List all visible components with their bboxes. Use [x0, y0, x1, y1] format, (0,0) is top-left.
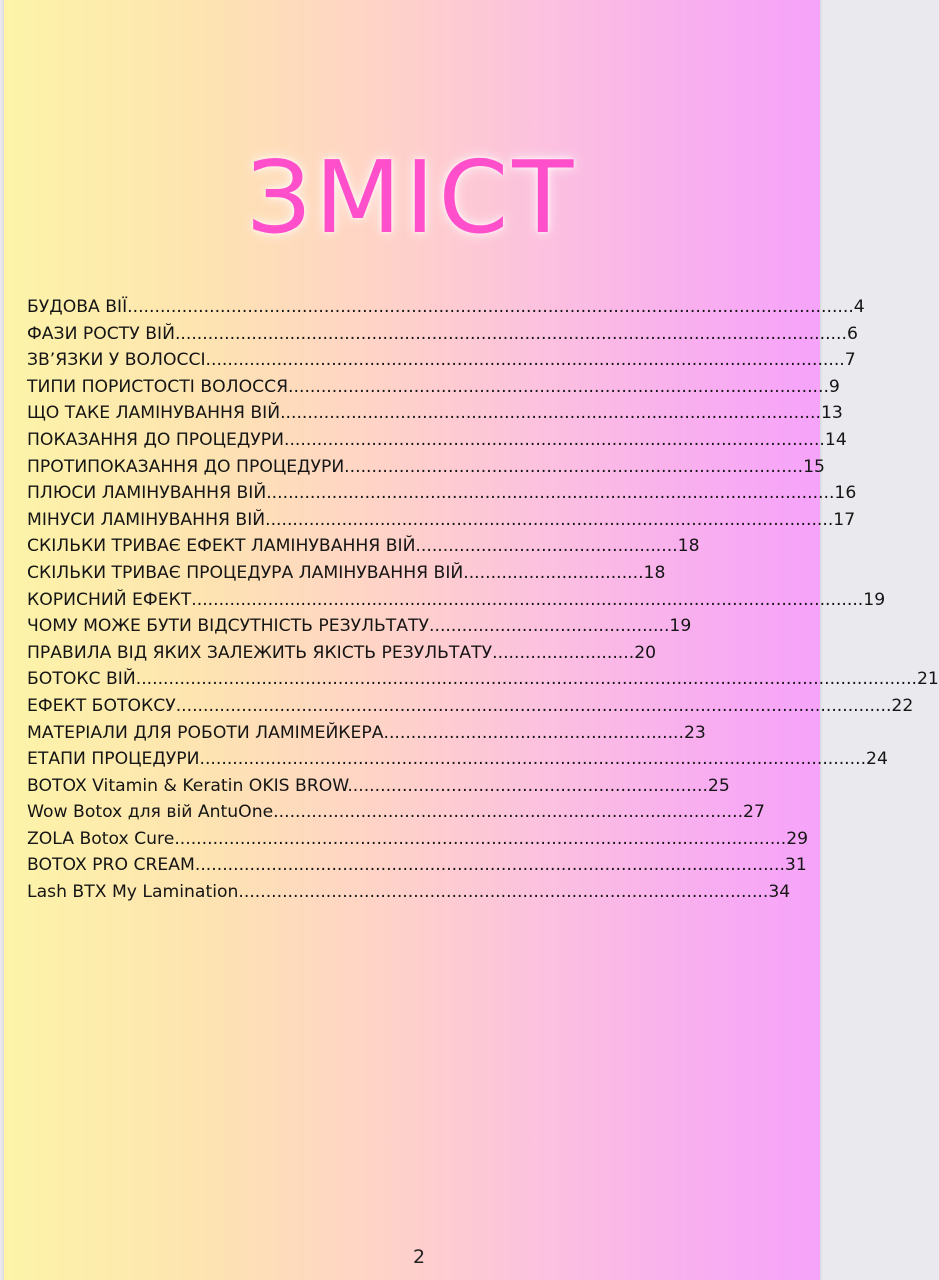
toc-entry: КОРИСНИЙ ЕФЕКТ...........................................................................................................................19 — [27, 589, 886, 610]
toc-entry: ПРОТИПОКАЗАННЯ ДО ПРОЦЕДУРИ....................................................................................15 — [27, 456, 825, 477]
toc-entry: ПРАВИЛА ВІД ЯКИХ ЗАЛЕЖИТЬ ЯКІСТЬ РЕЗУЛЬТАТУ..........................20 — [27, 642, 657, 663]
toc-entry: ТИПИ ПОРИСТОСТІ ВОЛОССЯ...................................................................................................9 — [27, 376, 840, 397]
page-number: 2 — [412, 1246, 426, 1268]
toc-entry: Lash BTX My Lamination.................................................................................................34 — [27, 882, 791, 903]
toc-entry: BOTOX PRO CREAM............................................................................................................31 — [27, 855, 807, 876]
document-page — [4, 0, 939, 1280]
toc-entry: ЗВ’ЯЗКИ У ВОЛОССІ.....................................................................................................................7 — [27, 350, 856, 371]
toc-entry: ПЛЮСИ ЛАМІНУВАННЯ ВІЙ........................................................................................................16 — [27, 483, 857, 504]
toc-entry: Wow Botox для вій AntuOne......................................................................................27 — [27, 802, 765, 823]
toc-entry: ZOLA Botox Cure................................................................................................................29 — [27, 828, 809, 849]
toc-entry: BOTOX Vitamin & Keratin OKIS BROW..................................................................25 — [27, 775, 730, 796]
toc-entry: МАТЕРІАЛИ ДЛЯ РОБОТИ ЛАМІМЕЙКЕРА.......................................................23 — [27, 722, 706, 743]
table-of-contents — [27, 294, 939, 906]
toc-entry: СКІЛЬКИ ТРИВАЄ ЕФЕКТ ЛАМІНУВАННЯ ВІЙ................................................18 — [27, 536, 700, 557]
toc-entry: ФАЗИ РОСТУ ВІЙ...........................................................................................................................6 — [27, 323, 858, 344]
toc-entry: СКІЛЬКИ ТРИВАЄ ПРОЦЕДУРА ЛАМІНУВАННЯ ВІЙ.................................18 — [27, 562, 666, 583]
toc-entry: БУДОВА ВІЇ.....................................................................................................................................4 — [27, 297, 865, 317]
toc-entry: ЕТАПИ ПРОЦЕДУРИ..........................................................................................................................24 — [27, 749, 888, 770]
toc-entry: ЧОМУ МОЖЕ БУТИ ВІДСУТНІСТЬ РЕЗУЛЬТАТУ............................................19 — [27, 616, 692, 637]
page-title: ЗМІСТ — [246, 139, 578, 256]
toc-entry: БОТОКС ВІЙ...............................................................................................................................................21 — [27, 669, 939, 690]
toc-entry: МІНУСИ ЛАМІНУВАННЯ ВІЙ........................................................................................................17 — [27, 509, 856, 530]
toc-entry: ПОКАЗАННЯ ДО ПРОЦЕДУРИ...................................................................................................14 — [27, 429, 847, 450]
toc-entry: ЩО ТАКЕ ЛАМІНУВАННЯ ВІЙ...................................................................................................13 — [27, 403, 843, 424]
toc-entry: ЕФЕКТ БОТОКСУ...................................................................................................................................22 — [27, 695, 914, 716]
